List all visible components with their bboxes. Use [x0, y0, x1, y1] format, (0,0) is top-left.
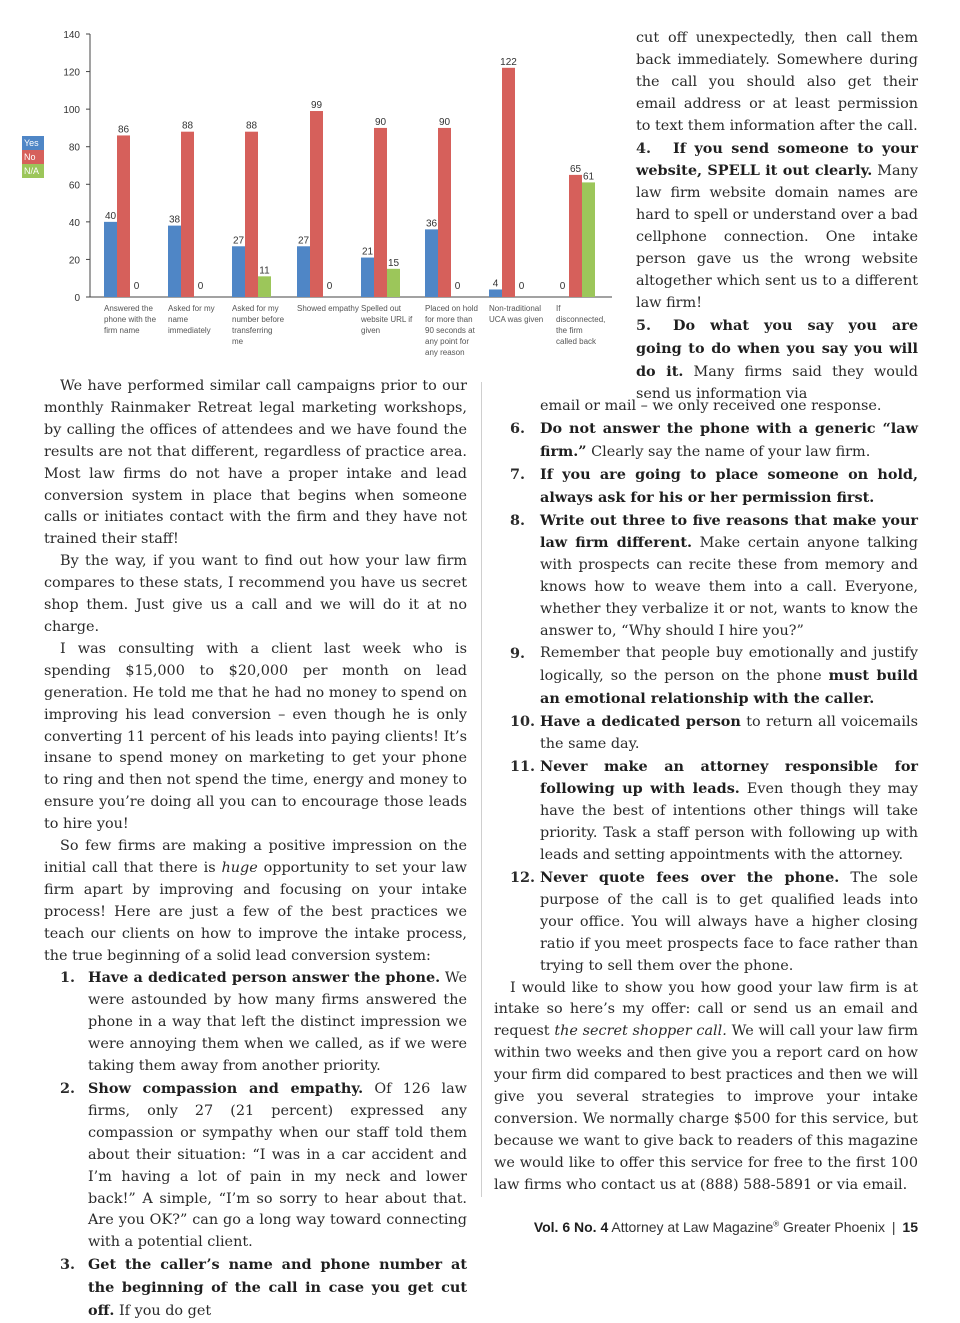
list-number: 11.	[510, 757, 536, 775]
bar-yes	[489, 289, 502, 297]
list-number: 3.	[60, 1256, 76, 1274]
category-label	[104, 304, 157, 335]
list-item-text: Clearly say the name of your law firm.	[586, 443, 871, 460]
category-label-line: If	[556, 304, 561, 313]
paragraph: cut off unexpectedly, then call them back immediately. Somewhere during the call you should also get their email address or at least permission to text them information after the call.	[636, 30, 918, 134]
legend-yes: Yes	[22, 136, 44, 150]
category-label-line: number before	[232, 315, 285, 324]
paragraph: We have performed similar call campaigns prior to our monthly Rainmaker Retreat legal marketing workshops, by calling the offices of attendees and we have found the results are not that different, regardless of practice area. Most law firms do not have a proper intake and lead conversion system in place that begins when someone calls or initiates contact with the firm and they have not trained their staff!	[44, 378, 467, 548]
bar-no	[117, 135, 130, 297]
list-item-5	[636, 315, 918, 406]
category-label	[297, 304, 359, 313]
category-label-line: immediately	[168, 326, 211, 335]
offer-paragraph	[494, 978, 918, 1197]
y-tick-label: 40	[68, 217, 80, 229]
list-number: 7.	[510, 465, 526, 483]
category-label-line: the firm	[556, 326, 583, 335]
list-item-10	[494, 711, 918, 756]
data-label: 4	[492, 278, 499, 290]
bar-yes	[297, 246, 310, 297]
data-label: 0	[197, 281, 204, 292]
text: So few firms are making a positive impression on the initial call that there is	[44, 838, 467, 876]
y-tick-label: 60	[68, 180, 80, 192]
data-label: 0	[518, 281, 525, 292]
footer-separator: |	[891, 1219, 896, 1235]
legend-no: No	[22, 150, 44, 164]
data-label: 0	[326, 281, 333, 292]
category-label-line: Non-traditional	[489, 304, 542, 313]
list-item-text: If you do get	[114, 1303, 212, 1320]
category-label	[360, 304, 413, 335]
category-label	[425, 304, 478, 357]
y-tick-label: 0	[74, 293, 80, 304]
bar-yes	[168, 226, 181, 297]
list-item-9	[494, 643, 918, 711]
list-item-text: Even though they may have the best of intentions other things will take priority. Task a staff person with following up with leads and setting appointments with the attorney.	[540, 781, 919, 864]
y-tick-label: 120	[63, 67, 80, 79]
category-label-line: Asked for my	[168, 304, 215, 313]
data-label: 90	[438, 116, 451, 128]
category-label-line: firm name	[104, 326, 140, 335]
list-item-1	[44, 967, 467, 1078]
data-label: 0	[559, 281, 566, 292]
data-label: 40	[104, 210, 117, 222]
bar-yes	[104, 222, 117, 297]
offer-text-cont: We will call your law firm within two weeks and then give you a report card on how your firm did compared to best practices and then we will give you several strategies to improve your intake conversion. We normally charge $500 for this service, but because we want to give back to readers of this magazine we would like to offer this service for free to the first 100 law firms who contact us at (888) 588-5891 or via email.	[494, 1023, 918, 1193]
list-item-text: Of 126 law firms, only 27 (21 percent) expressed any compassion or sympathy when our staff told them about their situation: “I was in a car accident and I’m having a lot of pain in my neck and lower back!” A simple, “I’m so sorry to hear about that. Are you OK?” can go a long way toward connecting with a potential client.	[88, 1081, 467, 1251]
list-item-7	[494, 464, 918, 510]
list-item-5-continued	[494, 396, 918, 418]
emphasis: huge	[221, 859, 258, 876]
region-name: Greater Phoenix	[783, 1219, 885, 1235]
list-item-heading: Get the caller’s name and phone number at the beginning of the call in case you get cut off.	[88, 1256, 467, 1320]
list-item-text: Many law firm website domain names are hard to spell or understand over a bad cellphone connection. One intake person gave us the wrong website altogether which sent us to a different law firm!	[636, 163, 918, 311]
category-label-line: Answered the	[104, 304, 153, 313]
list-item-8	[494, 510, 918, 643]
category-label-line: transferring	[232, 326, 273, 335]
data-label: 36	[425, 218, 438, 230]
list-item-text: Remember that people buy emotionally and justify logically, so the person on the phone	[540, 644, 918, 684]
list-number: 6.	[510, 419, 526, 437]
column-divider	[481, 382, 482, 1197]
bar-yes	[425, 229, 438, 297]
list-item-text: We were astounded by how many firms answered the phone in a way that left the distinct impression we were annoying them when we called, as if we were taking them away from another priority.	[88, 970, 467, 1075]
y-tick-label: 20	[68, 255, 80, 267]
list-item-heading: If you are going to place someone on hold, always ask for his or her permission first.	[540, 465, 918, 506]
list-number: 1.	[60, 969, 76, 987]
data-label: 15	[387, 257, 400, 269]
page-number: 15	[902, 1219, 918, 1235]
data-label: 0	[454, 281, 461, 292]
paragraph: By the way, if you want to find out how your law firm compares to these stats, I recommend you have us secret shop them. Just give us a call and we will do it at no charge.	[44, 553, 467, 635]
magazine-name: Attorney at Law Magazine	[611, 1219, 774, 1235]
data-label: 27	[297, 235, 310, 247]
category-label-line: any point for	[425, 337, 470, 346]
data-label: 38	[168, 214, 181, 226]
list-item-text: The sole purpose of the call is to get qualified leads into your office. You will always have a higher closing ratio if you meet prospects face to face rather than trying to sell them over the phone.	[540, 870, 918, 974]
data-label: 99	[310, 100, 323, 112]
category-label-line: name	[168, 315, 189, 324]
list-item-heading: must build an emotional relationship with the caller.	[540, 666, 918, 707]
category-label-line: Asked for my	[232, 304, 279, 313]
right-column-top	[636, 28, 918, 405]
list-item-text: Many firms said they would send us information via	[636, 363, 918, 402]
page-footer	[534, 1219, 918, 1235]
data-label: 88	[245, 120, 258, 132]
category-label-line: phone with the	[104, 315, 157, 324]
list-item-heading: Have a dedicated person	[540, 712, 741, 730]
list-item-12	[494, 867, 918, 978]
list-number: 2.	[60, 1080, 76, 1097]
bar-no	[245, 132, 258, 297]
paragraph: I was consulting with a client last week who is spending $15,000 to $20,000 per month on lead generation. He told me that he had no money to spend on improving his lead conversion – even though he is only converting 11 percent of his leads into paying clients! It’s insane to spend money on marketing to get your phone to ring and then not spend the time, energy and money to ensure you’re doing all you can to encourage those leads to hire you!	[44, 640, 467, 833]
data-label: 86	[117, 124, 130, 136]
bar-na	[387, 269, 400, 297]
list-number: 4.	[636, 139, 652, 157]
category-label-line: Showed empathy	[297, 304, 359, 313]
list-item-heading: Have a dedicated person answer the phone.	[88, 969, 441, 987]
y-tick-label: 100	[63, 105, 80, 117]
category-label-line: called back	[556, 337, 597, 346]
data-label: 21	[361, 246, 374, 258]
bar-chart	[0, 0, 630, 375]
category-label-line: for more than	[425, 315, 473, 324]
offer-emphasis: the secret shopper call.	[554, 1023, 727, 1040]
list-item-6	[494, 418, 918, 464]
text: opportunity to set your law firm apart by improving and focusing on your intake process! Here are just a few of the best practices we teach our clients on how to improve the intake process, the true beginning of a solid lead conversion system:	[44, 859, 467, 964]
data-label: 90	[374, 116, 387, 128]
list-item-heading: Never quote fees over the phone.	[540, 869, 840, 887]
issue-label: Vol. 6 No. 4	[533, 1219, 609, 1235]
list-item-heading: Do what you say you are going to do when you say you will do it.	[636, 316, 918, 380]
list-item-text: Make certain anyone talking with prospects can recite these from memory and knows how to weave them into a call. Everyone, whether they verbalize it or not, wants to know the answer to, “Why should I hire you?”	[540, 535, 919, 640]
category-label	[168, 304, 215, 335]
data-label: 88	[181, 120, 194, 132]
list-number: 8.	[510, 511, 526, 529]
data-label: 0	[133, 281, 140, 292]
list-item-text: email or mail – we only received one response.	[540, 398, 882, 414]
category-label-line: website URL if	[361, 315, 413, 324]
y-tick-label: 140	[63, 30, 80, 41]
data-label: 122	[500, 56, 517, 68]
bar-no	[181, 132, 194, 297]
category-label	[232, 304, 285, 346]
data-label: 61	[582, 171, 595, 183]
list-number: 5.	[636, 316, 652, 334]
list-item-heading: Never make an attorney responsible for following up with leads.	[540, 757, 918, 798]
category-label-line: Spelled out	[361, 304, 402, 313]
list-item-4	[636, 138, 918, 315]
list-item-text: to return all voicemails the same day.	[540, 713, 918, 752]
list-item-3	[44, 1254, 467, 1323]
category-label-line: Placed on hold	[425, 304, 478, 313]
left-column	[44, 376, 467, 1323]
registered-mark: ®	[773, 1219, 780, 1229]
bar-no	[502, 68, 515, 297]
legend-na: N/A	[22, 164, 44, 178]
list-item-heading: If you send someone to your website, SPELL it out clearly.	[636, 139, 918, 180]
category-label-line: given	[361, 326, 381, 335]
y-tick-label: 80	[68, 142, 80, 154]
bar-no	[569, 175, 582, 297]
offer-text: I would like to show you how good your law firm is at intake so here’s my offer: call or send us an email and request	[494, 979, 918, 1040]
chart-legend	[22, 136, 44, 178]
category-label-line: any reason	[425, 348, 465, 357]
list-item-heading: Show compassion and empathy.	[88, 1080, 364, 1097]
paragraph	[44, 836, 467, 967]
list-item-heading: Write out three to five reasons that make your law firm different.	[540, 511, 918, 552]
bar-no	[310, 111, 323, 297]
data-label: 27	[232, 235, 245, 247]
bar-yes	[232, 246, 245, 297]
category-label	[556, 304, 605, 346]
right-column	[494, 396, 918, 1197]
bar-na	[582, 182, 595, 297]
list-number: 10.	[510, 712, 536, 730]
list-item-11	[494, 756, 918, 868]
category-label	[489, 304, 543, 324]
data-label: 65	[569, 163, 582, 175]
bar-no	[374, 128, 387, 297]
bar-na	[258, 276, 271, 297]
list-number: 12.	[510, 869, 536, 887]
list-item-2	[44, 1078, 467, 1254]
category-label-line: disconnected,	[556, 315, 606, 324]
category-label-line: 90 seconds at	[425, 326, 475, 335]
list-item-heading: Do not answer the phone with a generic “law firm.”	[540, 419, 918, 460]
category-label-line: me	[232, 337, 244, 346]
bar-no	[438, 128, 451, 297]
category-label-line: UCA was given	[489, 315, 544, 324]
list-number: 9.	[510, 644, 526, 662]
bar-yes	[361, 258, 374, 297]
data-label: 11	[259, 265, 270, 277]
